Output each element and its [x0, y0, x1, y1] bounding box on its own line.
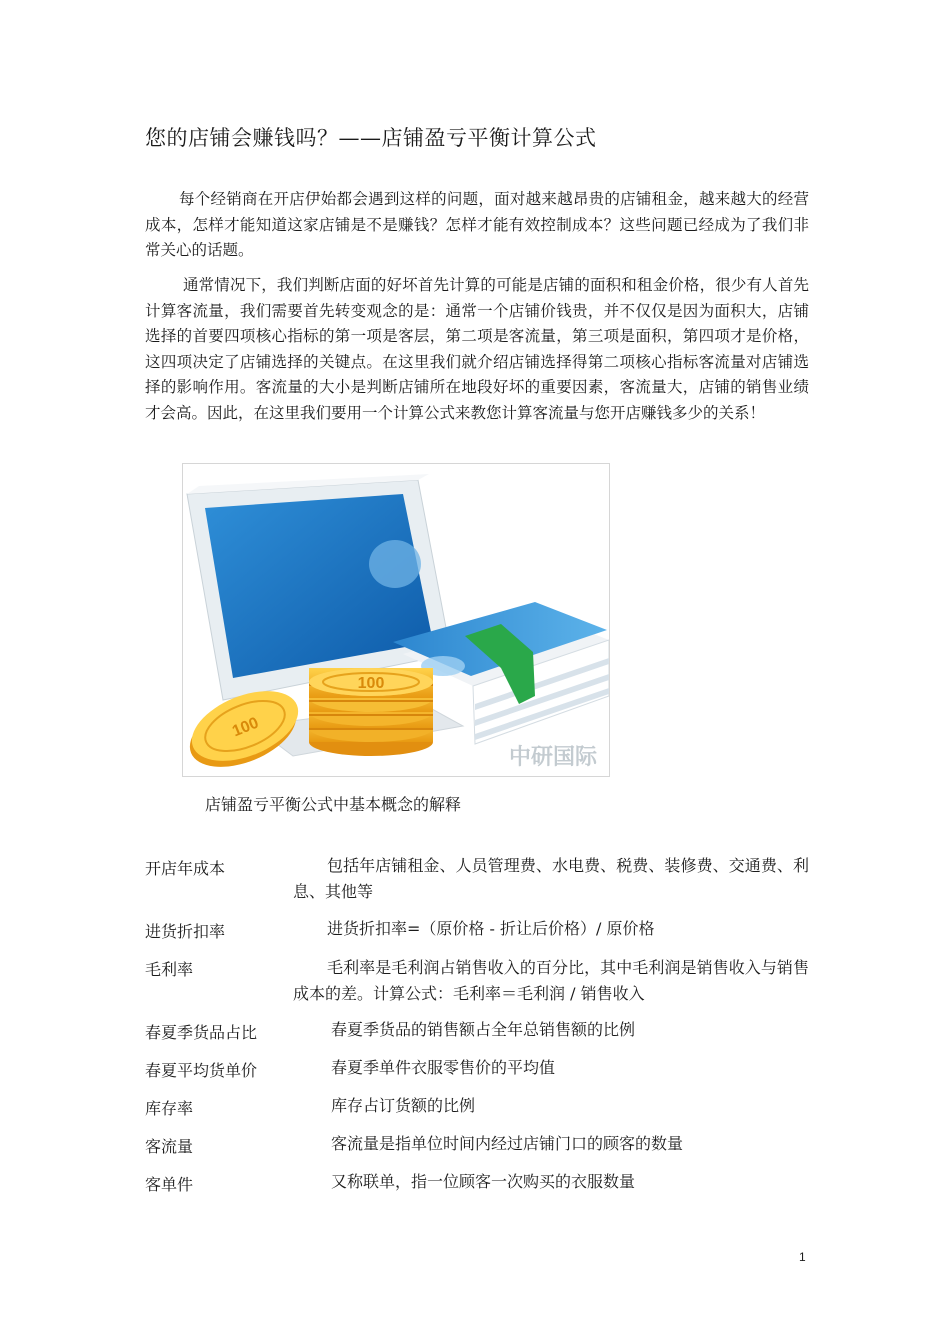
definition-text: 客流量是指单位时间内经过店铺门口的顾客的数量: [331, 1134, 684, 1153]
definition-term: 进货折扣率: [145, 922, 226, 941]
definition-text: 春夏季货品的销售额占全年总销售额的比例: [331, 1020, 636, 1039]
definition-text: 又称联单，指一位顾客一次购买的衣服数量: [331, 1172, 636, 1191]
definition-text: 毛利率是毛利润占销售收入的百分比，其中毛利润是销售收入与销售成本的差。计算公式：毛利率＝毛利润 / 销售收入: [293, 958, 809, 1003]
body-paragraph: 通常情况下，我们判断店面的好坏首先计算的可能是店铺的面积和租金价格，很少有人首先计算客流量，我们需要首先转变观念的是：通常一个店铺价钱贵，并不仅仅是因为面积大，店铺选择的首要四项核心指标的第一项是客层，第二项是客流量，第三项是面积，第四项才是价格，这四项决定了店铺选择的关键点。在这里我们就介绍店铺选择得第二项核心指标客流量对店铺选择的影响作用。客流量的大小是判断店铺所在地段好坏的重要因素，客流量大，店铺的销售业绩才会高。因此，在这里我们要用一个计算公式来教您计算客流量与您开店赚钱多少的关系！: [145, 276, 809, 422]
definition-text: 包括年店铺租金、人员管理费、水电费、税费、装修费、交通费、利息、其他等: [293, 856, 809, 901]
watermark: 中研国际: [508, 745, 598, 770]
illustration-computer-money: [182, 463, 610, 777]
page-number: 1: [799, 1250, 806, 1264]
definition-term: 库存率: [145, 1099, 194, 1118]
definition-term: 开店年成本: [145, 859, 226, 878]
document-title: 您的店铺会赚钱吗？——店铺盈亏平衡计算公式: [145, 126, 597, 150]
definition-term: 毛利率: [145, 960, 194, 979]
definition-term: 客流量: [145, 1137, 194, 1156]
definition-text: 库存占订货额的比例: [331, 1096, 476, 1115]
definition-text: 进货折扣率=（原价格 - 折让后价格）/ 原价格: [327, 919, 655, 938]
definition-term: 客单件: [145, 1175, 194, 1194]
intro-paragraph: 每个经销商在开店伊始都会遇到这样的问题，面对越来越昂贵的店铺租金，越来越大的经营成本，怎样才能知道这家店铺是不是赚钱？怎样才能有效控制成本？这些问题已经成为了我们非常关心的话题。: [145, 190, 809, 259]
coin-label: 100: [357, 675, 385, 692]
definition-term: 春夏季货品占比: [145, 1023, 258, 1042]
definition-term: 春夏平均货单价: [145, 1061, 258, 1080]
coin-label: 100: [229, 714, 262, 741]
figure-caption: 店铺盈亏平衡公式中基本概念的解释: [205, 795, 462, 814]
definition-text: 春夏季单件衣服零售价的平均值: [331, 1058, 556, 1077]
